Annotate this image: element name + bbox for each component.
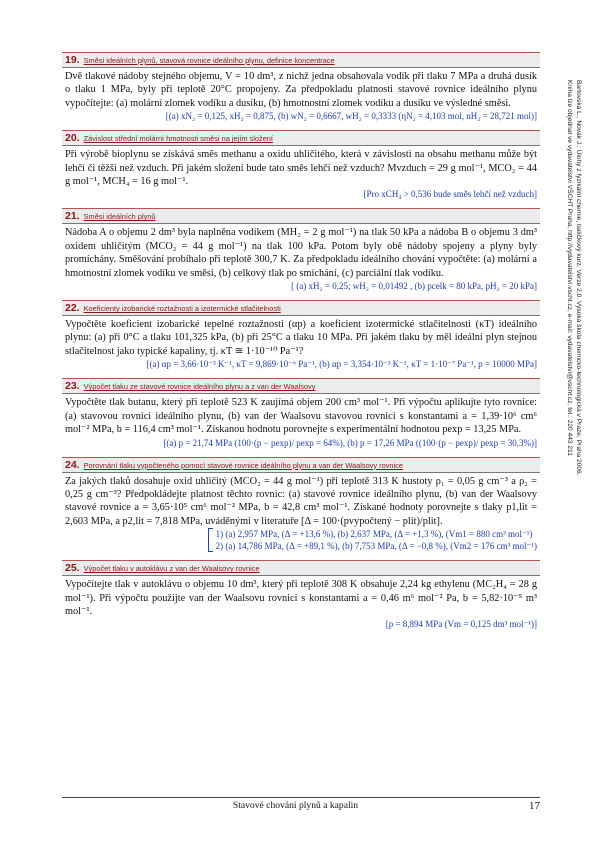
problem-text: Vypočítejte tlak v autoklávu o objemu 10 dm³, který při teplotě 308 K obsahuje 2,24 kg ethylenu (MC₂H₄ = 28 g mol⁻¹). Při výpočtu použijte van der Waalsovu rovnici s konstantami a = 0,46 m⁶ mol⁻² Pa, b = 5,82·10⁻⁵ m³ mol⁻¹. xyxy=(65,579,537,617)
problem-list xyxy=(62,52,540,638)
problem-number: 19. xyxy=(65,54,80,66)
problem-text: Vypočtěte tlak butanu, který při teplotě 523 K zaujímá objem 200 cm³ mol⁻¹. Při výpočtu aplikujte tyto rovnice: (a) stavovou rovnici ideálního plynu, (b) van der Waalsovu stavovou rovnici s konstantami a = 1,39·10⁶ cm⁶ mol⁻² MPa, b = 116,4 cm³ mol⁻¹. Získanou hodnotu porovnejte s experimentální hodnotou pexp = 13,25 MPa. xyxy=(65,397,537,436)
problem-header xyxy=(62,560,540,576)
citation-line-2: Kniha lze objednat ve vydavatelství VŠCHT Praha, http://vydavatelstvi.vscht.cz, e-mail: vydavatelstvi@vscht.cz, tel.: 220 443 211 xyxy=(566,80,573,456)
problem-answer: [(a) xN₂ = 0,125, xH₂ = 0,875, (b) wN₂ = 0,6667, wH₂ = 0,3333 (ηN₂ = 4,103 mol, nH₂ = 28,721 mol)] xyxy=(165,111,537,122)
side-citation xyxy=(565,80,583,620)
problem-20 xyxy=(62,130,540,200)
answer-line-1: 1) (a) 2,957 MPa, (Δ = +13,6 %), (b) 2,637 MPa, (Δ = +1,3 %), (Vm1 = 880 cm³ mol⁻¹) xyxy=(215,529,533,540)
problem-21 xyxy=(62,208,540,292)
problem-text: Dvě tlakové nádoby stejného objemu, V = 10 dm³, z nichž jedna obsahovala vodík při tlaku 7 MPa a druhá dusík o tlaku 1 MPa, byly při teplotě 20°C propojeny. Za předpokladu platnosti stavové rovnice ideálního plynu vypočítejte: (a) molární zlomek vodíku a dusíku, (b) hmotnostní zlomek vodíku a dusíku ve výsledné směsi. xyxy=(65,71,537,109)
problem-number: 25. xyxy=(65,562,80,575)
problem-header xyxy=(62,208,540,224)
answer-line-2: 2) (a) 14,786 MPa, (Δ = +89,1 %), (b) 7,753 MPa, (Δ = −0,8 %), (Vm2 = 176 cm³ mol⁻¹) xyxy=(215,541,537,552)
problem-title: Směsi ideálních plynů, stavová rovnice ideálního plynu, definice koncentrace xyxy=(83,56,335,65)
problem-text: Vypočtěte koeficient izobarické tepelné roztažnosti (αp) a koeficient izotermické stlačitelnosti (κT) ideálního plynu: (a) při 0°C a tlaku 101,325 kPa, (b) při 25°C a tlaku 10 MPa. Při jakém tlaku by měl ideální plyn stejnou stlačitelnost jako typické kapaliny, tj. κT ≅ 1·10⁻¹⁰ Pa⁻¹? xyxy=(65,319,537,357)
problem-title: Koeficienty izobarické roztažnosti a izotermické stlačitelnosti xyxy=(83,304,281,314)
problem-text: Při výrobě bioplynu se získává směs methanu a oxidu uhličitého, která v závislosti na obsahu methanu může být lehčí či těžší než vzduch. Při jakém složení bude tato směs lehčí než vzduch? Mvzduch = 29 g mol⁻¹, MCO₂ = 44 g mol⁻¹, MCH₄ = 16 g mol⁻¹. xyxy=(65,149,537,188)
problem-header xyxy=(62,130,540,146)
problem-title: Porovnání tlaku vypočteného pomocí stavové rovnice ideálního plynu a van der Waalsovy rovnice xyxy=(83,460,403,470)
problem-header xyxy=(62,300,540,316)
problem-24 xyxy=(62,457,540,553)
page-footer xyxy=(62,797,540,812)
problem-answer: [(a) p = 21,74 MPa (100·(p − pexp)/ pexp = 64%), (b) p = 17,26 MPa ((100·(p − pexp)/ pexp = 30,3%)] xyxy=(163,437,537,448)
problem-header xyxy=(62,457,540,473)
problem-title: Výpočet tlaku v autoklávu z van der Waalsovy rovnice xyxy=(83,564,260,574)
problem-23 xyxy=(62,378,540,448)
problem-title: Výpočet tlaku ze stavové rovnice ideálního plynu a z van der Waalsovy xyxy=(83,382,316,392)
problem-header xyxy=(62,378,540,394)
problem-answer xyxy=(62,528,540,552)
problem-text: Za jakých tlaků dosahuje oxid uhličitý (MCO₂ = 44 g mol⁻¹) při teplotě 313 K hustoty ρ₁ = 0,05 g cm⁻³ a ρ₂ = 0,25 g cm⁻³? Předpokládejte platnost těchto rovnic: (a) stavové rovnice ideálního plynu, (b) van der Waalsovy stavové rovnice a = 3,65·10⁵ cm⁶ mol⁻² MPa, b = 42,8 cm³ mol⁻¹. Získané hodnoty porovnejte s tlaky p1,lit = 2,603 MPa, a p2,lit = 7,818 MPa, uváděnými v literatuře [Δ = 100·(pvypočtený − plit)/plit]. xyxy=(65,475,537,527)
citation-line-1: Bartovská L., Novák J.: Úlohy z fyzikální chemie, balíčkový kurz. Verze 2.0. Vysoká škola chemicko-technologická v Praze, Praha 2006. xyxy=(575,80,582,476)
problem-title: Směsi ideálních plynů xyxy=(83,212,156,222)
problem-19 xyxy=(62,52,540,122)
answer-bracket xyxy=(208,528,213,552)
problem-answer: [(a) αp = 3,66·10⁻³ K⁻¹, κT = 9,869·10⁻⁶ Pa⁻¹, (b) αp = 3,354·10⁻³ K⁻¹, κT = 1·10⁻⁷ Pa⁻¹, p = 10000 MPa] xyxy=(146,359,537,370)
problem-number: 20. xyxy=(65,132,80,145)
page-number: 17 xyxy=(529,800,540,812)
problem-22 xyxy=(62,300,540,370)
problem-number: 21. xyxy=(65,210,80,223)
problem-header xyxy=(62,52,540,68)
footer-title: Stavové chování plynů a kapalin xyxy=(232,800,359,811)
answer-lines xyxy=(216,528,537,552)
problem-title: Závislost střední molární hmotnosti směsi na jejím složení xyxy=(83,134,273,144)
problem-answer: [ (a) xH₂ = 0,25; wH₂ = 0,01492 , (b) pcelk = 80 kPa, pH₂ = 20 kPa] xyxy=(291,281,537,292)
problem-number: 22. xyxy=(65,302,80,315)
problem-number: 24. xyxy=(65,458,80,471)
problem-25 xyxy=(62,560,540,630)
problem-number: 23. xyxy=(65,380,80,393)
problem-answer: [Pro xCH₄ > 0,536 bude směs lehčí než vzduch] xyxy=(363,189,537,200)
problem-text: Nádoba A o objemu 2 dm³ byla naplněna vodíkem (MH₂ = 2 g mol⁻¹) na tlak 50 kPa a nádoba B o objemu 3 dm³ oxidem uhličitým (MCO₂ = 44 g mol⁻¹) na tlak 100 kPa. Potom byly obě nádoby spojeny a plyny byly promíchány. Směšování probíhalo při teplotě 300,7 K. Za předpokladu ideálního chování vypočtěte: (a) molární a hmotnostní zlomek vodíku ve směsi, (b) celkový tlak po smíchání, (c) parciální tlak vodíku. xyxy=(65,227,537,279)
problem-answer: [p = 8,894 MPa (Vm = 0,125 dm³ mol⁻¹)] xyxy=(385,619,537,630)
